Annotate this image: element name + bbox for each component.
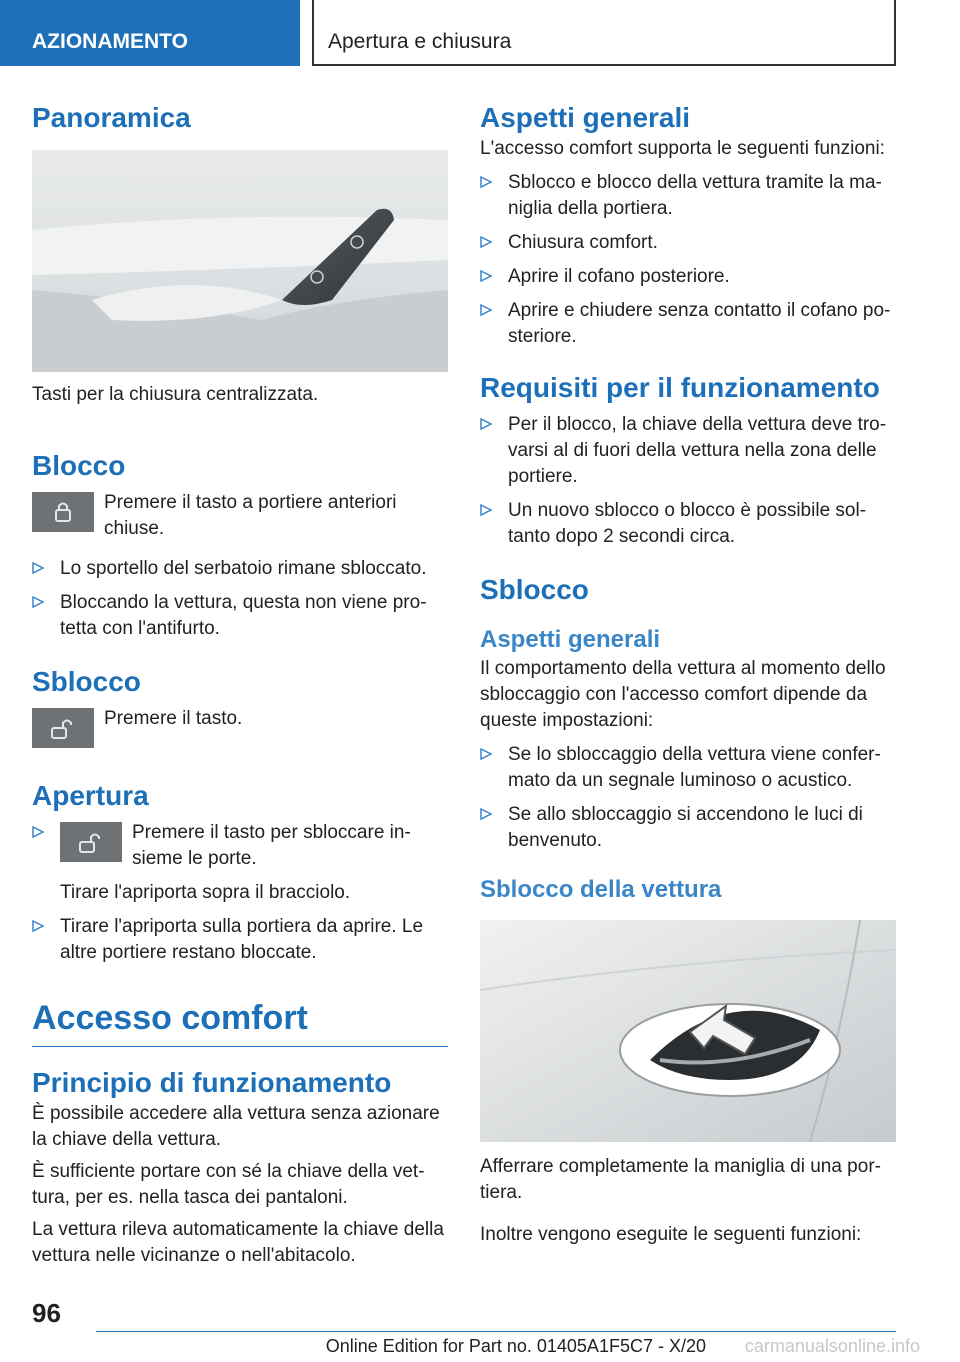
heading-apertura: Apertura xyxy=(32,780,149,811)
footer-edition: Online Edition for Part no. 01405A1F5C7 - X/20 xyxy=(325,1336,706,1356)
paragraph: È possibile accedere alla vettura senza azionare la chiave della vettura. xyxy=(32,1103,440,1150)
chapter-tab: Apertura e chiusura xyxy=(312,0,896,66)
heading-panoramica: Panoramica xyxy=(32,102,191,133)
caption-sblocco-vettura: Afferrare completamente la maniglia di una portiera. xyxy=(480,1156,881,1203)
footer-watermark: carmanualsonline.info xyxy=(744,1336,920,1356)
unlock-button-icon xyxy=(60,822,122,862)
paragraph: È sufficiente portare con sé la chiave della vettura, per es. nella tasca dei pantaloni. xyxy=(32,1161,425,1208)
list-item: Per il blocco, la chiave della vettura deve trovarsi al di fuori della vettura nella zona delle portiere. xyxy=(480,412,896,490)
heading-aspetti-generali: Aspetti generali xyxy=(480,102,691,133)
triangle-bullet-icon xyxy=(480,236,492,248)
aspetti-intro: L'accesso comfort supporta le seguenti funzioni: xyxy=(480,138,885,159)
triangle-bullet-icon xyxy=(480,418,492,430)
page-number: 96 xyxy=(32,1298,61,1328)
sblocco-intro: Il comportamento della vettura al momento dello sbloccaggio con l'accesso comfort dipende da queste impostazioni: xyxy=(480,658,886,731)
triangle-bullet-icon xyxy=(32,826,44,838)
triangle-bullet-icon xyxy=(480,748,492,760)
heading-accesso-comfort: Accesso comfort xyxy=(32,996,448,1047)
list-item: Premere il tasto per sbloccare insieme le porte. Tirare l'apriporta sopra il bracciolo. xyxy=(32,820,448,906)
sblocco-list xyxy=(480,742,896,854)
triangle-bullet-icon xyxy=(480,504,492,516)
triangle-bullet-icon xyxy=(32,562,44,574)
apertura-list xyxy=(32,820,448,966)
heading-sblocco-right: Sblocco xyxy=(480,574,589,605)
triangle-bullet-icon xyxy=(480,808,492,820)
blocco-row xyxy=(32,490,448,542)
triangle-bullet-icon xyxy=(480,270,492,282)
heading-sblocco: Sblocco xyxy=(32,666,141,697)
list-item: Chiusura comfort. xyxy=(480,230,896,256)
section-tab: AZIONAMENTO xyxy=(0,0,300,66)
paragraph: La vettura rileva automaticamente la chiave della vettura nelle vicinanze o nell'abitacolo. xyxy=(32,1219,444,1266)
heading-requisiti: Requisiti per il funzionamento xyxy=(480,372,880,403)
paragraph-more: Inoltre vengono eseguite le seguenti funzioni: xyxy=(480,1224,862,1245)
lock-button-icon xyxy=(32,492,94,532)
requisiti-list xyxy=(480,412,896,550)
list-item: Sblocco e blocco della vettura tramite la maniglia della portiera. xyxy=(480,170,896,222)
door-buttons-photo xyxy=(32,150,448,372)
heading-principio: Principio di funzionamento xyxy=(32,1067,392,1098)
right-column xyxy=(480,100,896,1248)
blocco-list xyxy=(32,556,448,642)
caption-panoramica: Tasti per la chiusura centralizzata. xyxy=(32,384,319,405)
door-handle-photo xyxy=(480,920,896,1142)
sblocco-text: Premere il tasto. xyxy=(104,708,243,729)
page-header xyxy=(0,0,960,66)
triangle-bullet-icon xyxy=(32,920,44,932)
triangle-bullet-icon xyxy=(32,596,44,608)
list-item: Aprire e chiudere senza contatto il cofano posteriore. xyxy=(480,298,896,350)
aspetti-list xyxy=(480,170,896,350)
triangle-bullet-icon xyxy=(480,304,492,316)
list-item: Se allo sbloccaggio si accendono le luci di benvenuto. xyxy=(480,802,896,854)
footer-divider xyxy=(96,1331,896,1332)
left-column xyxy=(32,100,448,1269)
unlock-button-icon xyxy=(32,708,94,748)
blocco-text: Premere il tasto a portiere anteriori chiuse. xyxy=(104,492,397,539)
list-item: Bloccando la vettura, questa non viene protetta con l'antifurto. xyxy=(32,590,448,642)
sblocco-row xyxy=(32,706,448,748)
list-item: Se lo sbloccaggio della vettura viene confermato da un segnale luminoso o acustico. xyxy=(480,742,896,794)
list-item: Aprire il cofano posteriore. xyxy=(480,264,896,290)
triangle-bullet-icon xyxy=(480,176,492,188)
list-item: Lo sportello del serbatoio rimane sbloccato. xyxy=(32,556,448,582)
list-item: Tirare l'apriporta sulla portiera da aprire. Le altre portiere restano bloccate. xyxy=(32,914,448,966)
list-item: Un nuovo sblocco o blocco è possibile soltanto dopo 2 secondi circa. xyxy=(480,498,896,550)
heading-aspetti-generali-sblocco: Aspetti generali xyxy=(480,626,661,653)
heading-blocco: Blocco xyxy=(32,450,126,481)
heading-sblocco-vettura: Sblocco della vettura xyxy=(480,876,722,903)
